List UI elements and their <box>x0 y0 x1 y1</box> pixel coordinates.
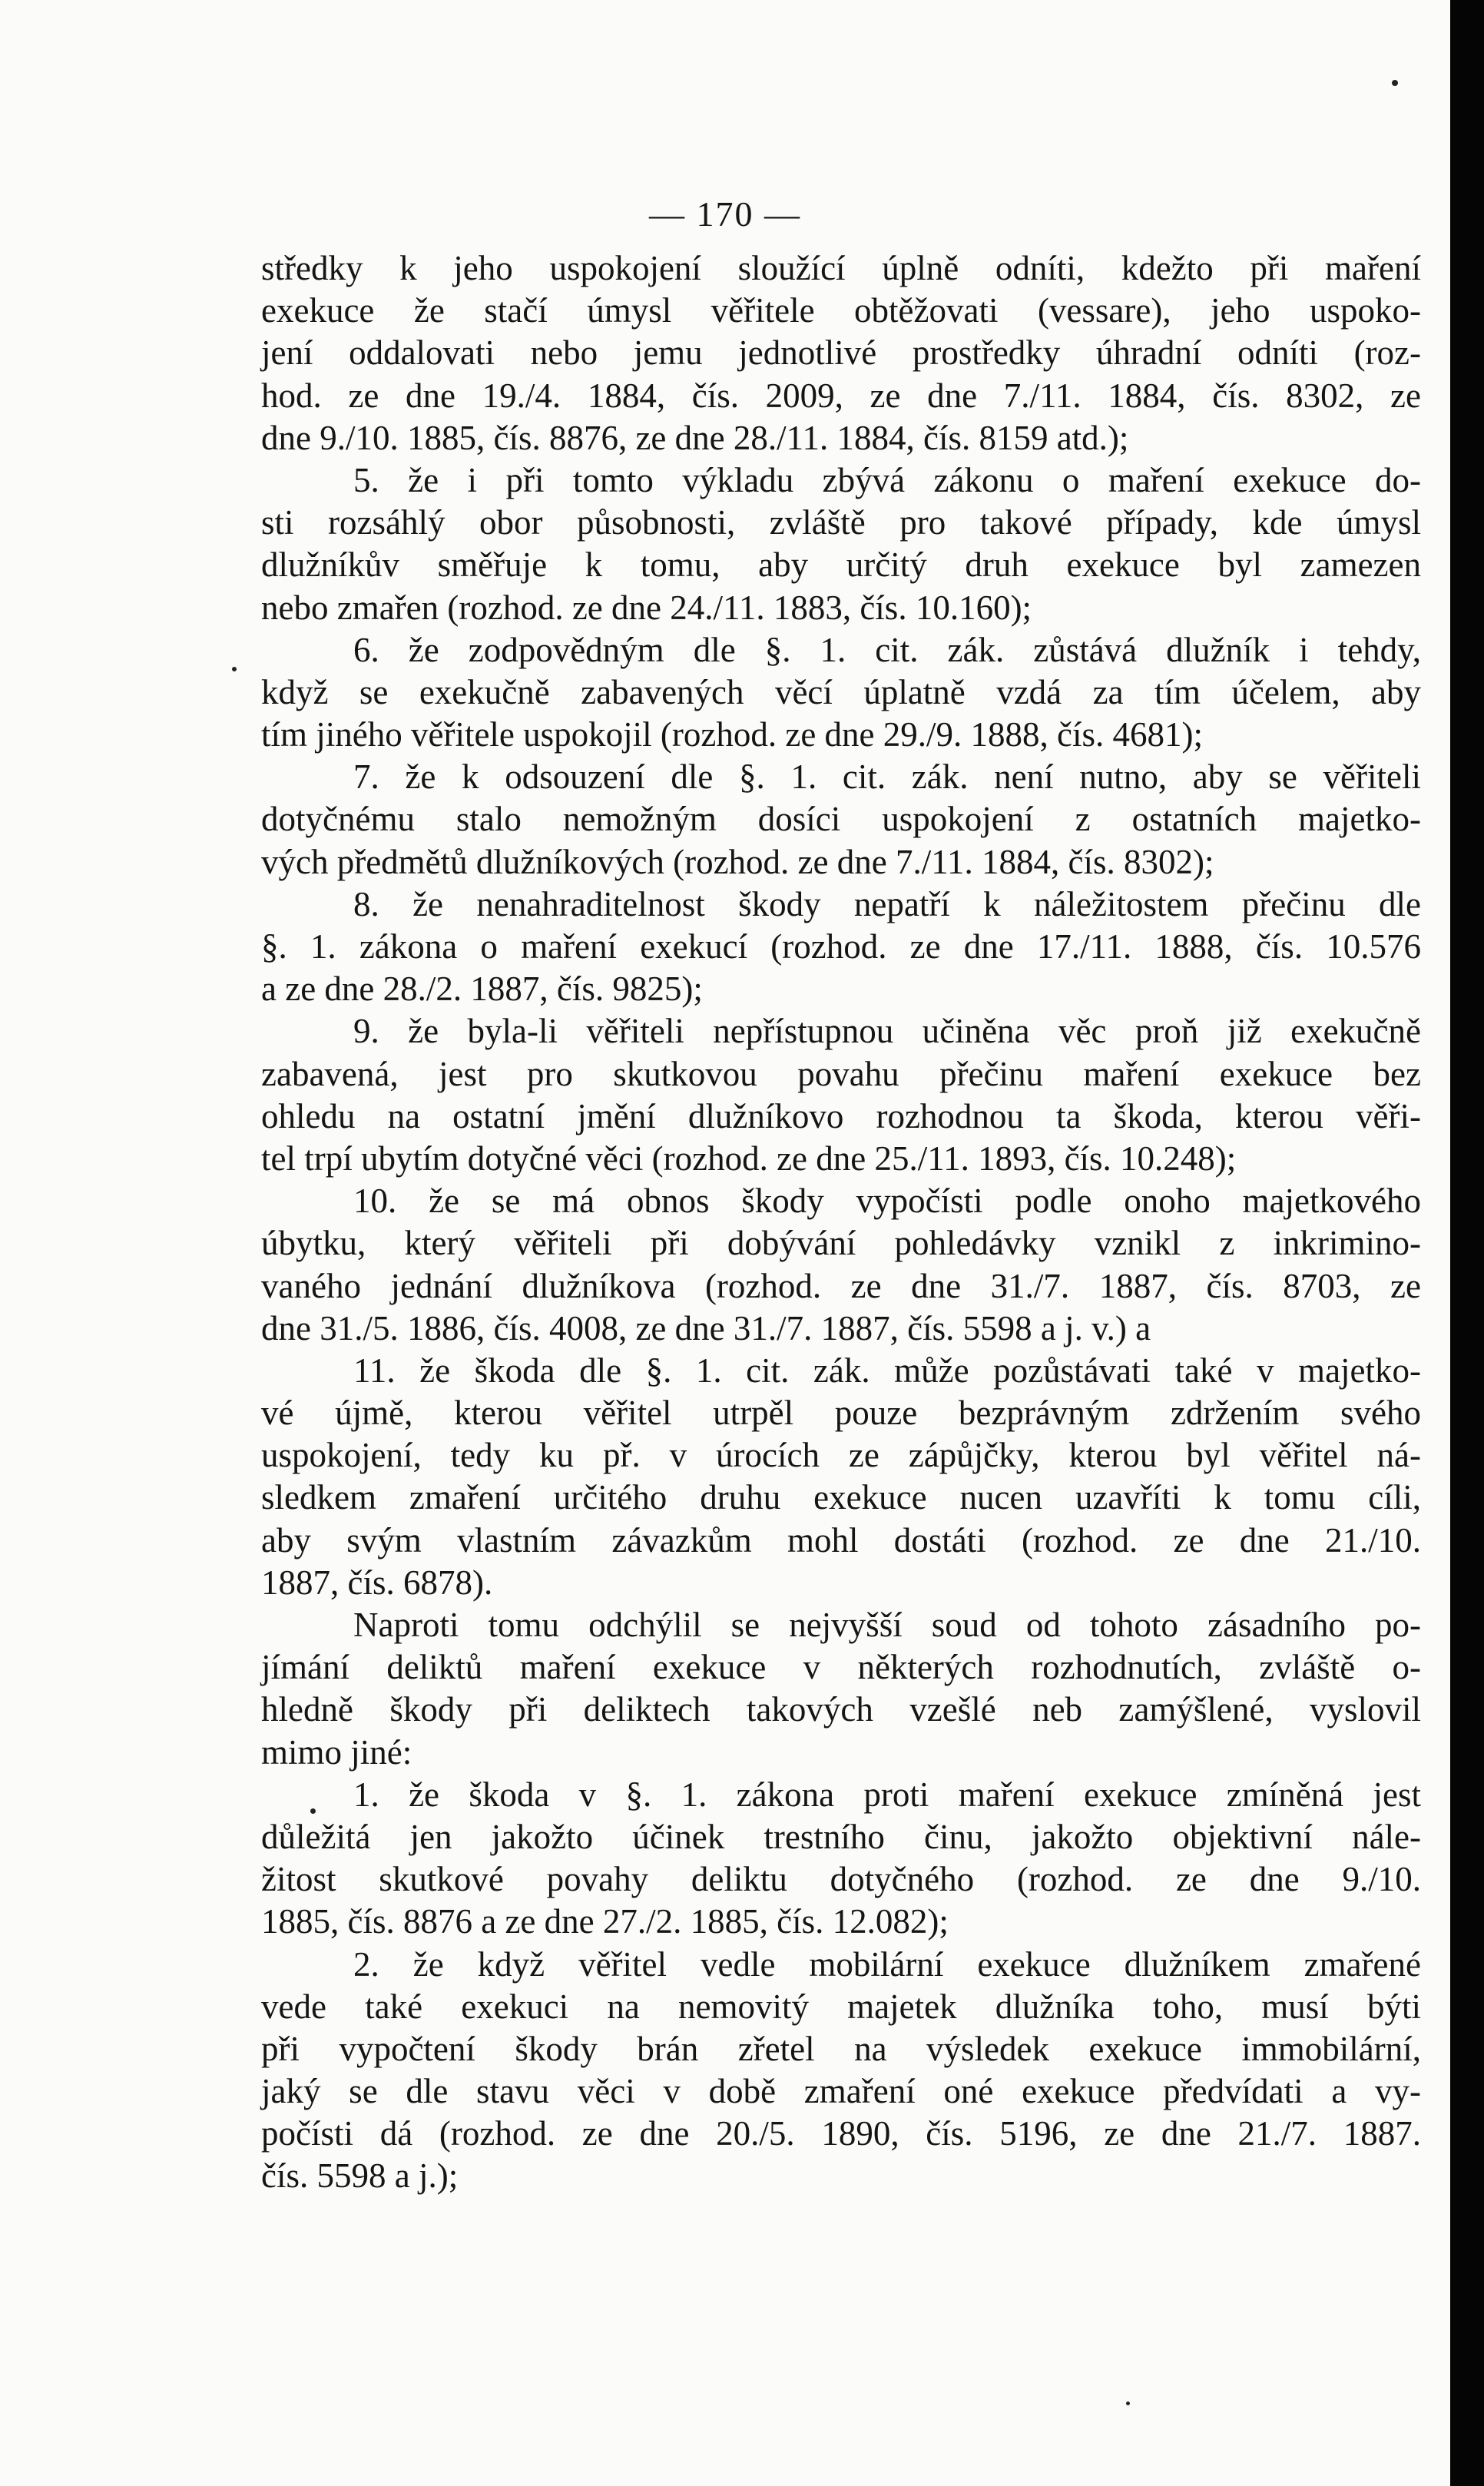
text-line: aby svým vlastním závazkům mohl dostáti (rozhod. ze dne 21./10. <box>261 1520 1421 1560</box>
text-line: jení oddalovati nebo jemu jednotlivé prostředky úhradní odníti (roz- <box>261 333 1421 373</box>
body-text <box>261 247 1421 2198</box>
text-line: 6. že zodpovědným dle §. 1. cit. zák. zůstává dlužník i tehdy, <box>353 630 1421 669</box>
text-line: uspokojení, tedy ku př. v úrocích ze zápůjčky, kterou byl věřitel ná- <box>261 1436 1421 1475</box>
text-line: počísti dá (rozhod. ze dne 20./5. 1890, čís. 5196, ze dne 21./7. 1887. <box>261 2114 1421 2153</box>
text-line: 8. že nenahraditelnost škody nepatří k náležitostem přečinu dle <box>353 884 1421 923</box>
text-line: 1. že škoda v §. 1. zákona proti maření exekuce zmíněná jest <box>353 1775 1421 1814</box>
page-number: — 170 — <box>649 194 801 234</box>
text-line: sti rozsáhlý obor působnosti, zvláště pro takové případy, kde úmysl <box>261 503 1421 542</box>
text-line: vých předmětů dlužníkových (rozhod. ze dne 7./11. 1884, čís. 8302); <box>261 842 1214 881</box>
text-line: ohledu na ostatní jmění dlužníkovo rozhodnou ta škoda, kterou věři- <box>261 1096 1421 1135</box>
text-line: dne 9./10. 1885, čís. 8876, ze dne 28./11. 1884, čís. 8159 atd.); <box>261 418 1129 457</box>
text-line: Naproti tomu odchýlil se nejvyšší soud od tohoto zásadního po- <box>353 1606 1421 1644</box>
text-line: §. 1. zákona o maření exekucí (rozhod. ze dne 17./11. 1888, čís. 10.576 <box>261 927 1421 966</box>
text-line: vede také exekuci na nemovitý majetek dlužníka toho, musí býti <box>261 1987 1421 2026</box>
text-line: exekuce že stačí úmysl věřitele obtěžovati (vessare), jeho uspoko- <box>261 291 1421 330</box>
text-line: 2. že když věřitel vedle mobilární exekuce dlužníkem zmařené <box>353 1944 1421 1984</box>
text-line: důležitá jen jakožto účinek trestního činu, jakožto objektivní nále- <box>261 1817 1421 1856</box>
text-line: 10. že se má obnos škody vypočísti podle onoho majetkového <box>353 1182 1421 1221</box>
text-line: sledkem zmaření určitého druhu exekuce nucen uzavříti k tomu cíli, <box>261 1478 1421 1517</box>
scan-speck <box>232 667 237 671</box>
text-line: mimo jiné: <box>261 1732 412 1772</box>
text-line: dotyčnému stalo nemožným dosíci uspokojení z ostatních majetko- <box>261 800 1421 839</box>
text-line: středky k jeho uspokojení sloužící úplně odníti, kdežto při maření <box>261 249 1421 287</box>
text-line: vé újmě, kterou věřitel utrpěl pouze bezprávným zdržením svého <box>261 1394 1421 1433</box>
text-line: tím jiného věřitele uspokojil (rozhod. ze dne 29./9. 1888, čís. 4681); <box>261 715 1204 754</box>
text-line: když se exekučně zabavených věcí úplatně vzdá za tím účelem, aby <box>261 672 1421 711</box>
text-line: čís. 5598 a j.); <box>261 2156 459 2196</box>
text-line: úbytku, který věřiteli při dobývání pohledávky vznikl z inkrimino- <box>261 1224 1421 1263</box>
text-line: 1885, čís. 8876 a ze dne 27./2. 1885, čís. 12.082); <box>261 1902 949 1941</box>
text-line: 1887, čís. 6878). <box>261 1563 493 1602</box>
text-line: 11. že škoda dle §. 1. cit. zák. může pozůstávati také v majetko- <box>353 1351 1421 1390</box>
text-line: zabavená, jest pro skutkovou povahu přečinu maření exekuce bez <box>261 1054 1421 1093</box>
text-line: nebo zmařen (rozhod. ze dne 24./11. 1883, čís. 10.160); <box>261 588 1032 627</box>
text-line: 9. že byla-li věřiteli nepřístupnou učiněna věc proň již exekučně <box>353 1012 1421 1051</box>
text-line: 5. že i při tomto výkladu zbývá zákonu o maření exekuce do- <box>353 460 1421 499</box>
text-line: dlužníkův směřuje k tomu, aby určitý druh exekuce byl zamezen <box>261 545 1421 585</box>
text-line: tel trpí ubytím dotyčné věci (rozhod. ze dne 25./11. 1893, čís. 10.248); <box>261 1139 1237 1178</box>
text-line: hod. ze dne 19./4. 1884, čís. 2009, ze dne 7./11. 1884, čís. 8302, ze <box>261 376 1421 415</box>
scan-edge-shadow <box>1450 0 1484 2486</box>
text-line: 7. že k odsouzení dle §. 1. cit. zák. není nutno, aby se věřiteli <box>353 757 1421 797</box>
text-line: vaného jednání dlužníkova (rozhod. ze dne 31./7. 1887, čís. 8703, ze <box>261 1266 1421 1305</box>
text-line: dne 31./5. 1886, čís. 4008, ze dne 31./7. 1887, čís. 5598 a j. v.) a <box>261 1308 1151 1347</box>
text-line: jímání deliktů maření exekuce v některých rozhodnutích, zvláště o- <box>261 1648 1421 1687</box>
scan-speck <box>1126 2401 1130 2405</box>
scan-speck <box>1392 80 1398 86</box>
text-line: a ze dne 28./2. 1887, čís. 9825); <box>261 970 703 1009</box>
text-line: jaký se dle stavu věci v době zmaření oné exekuce předvídati a vy- <box>261 2072 1421 2111</box>
text-line: při vypočtení škody brán zřetel na výsledek exekuce immobilární, <box>261 2029 1421 2068</box>
text-line: žitost skutkové povahy deliktu dotyčného (rozhod. ze dne 9./10. <box>261 1860 1421 1899</box>
text-line: hledně škody při deliktech takových vzešlé neb zamýšlené, vyslovil <box>261 1690 1421 1729</box>
scan-speck <box>310 1808 316 1814</box>
